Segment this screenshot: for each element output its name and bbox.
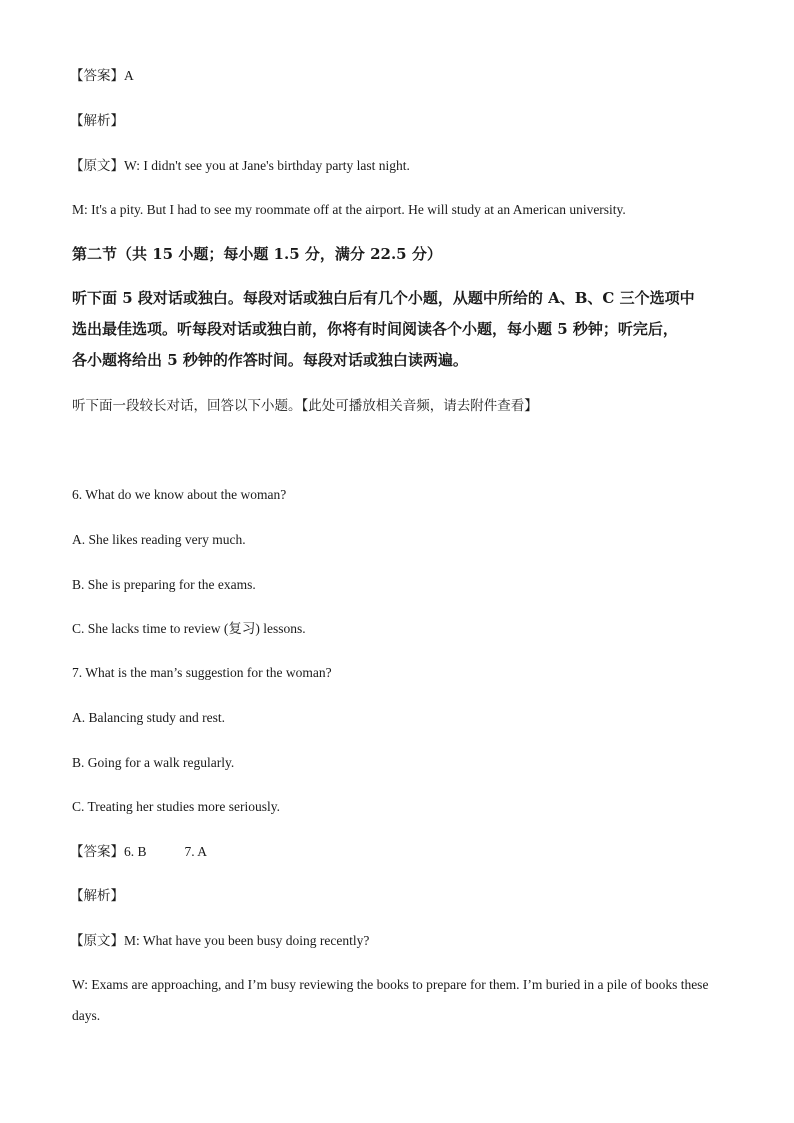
transcript-line-1 [70, 157, 724, 175]
section-title: 第二节（共 15 小题；每小题 1.5 分，满分 22.5 分） [72, 245, 442, 263]
transcript-tag: 【原文】 [70, 158, 124, 174]
transcript-line-3 [70, 932, 724, 950]
answer-tag: 【答案】 [70, 68, 124, 84]
answer-line-1 [70, 67, 724, 85]
transcript-tag: 【原文】 [70, 933, 124, 949]
instruction-line: 选出最佳选项。听每段对话或独白前，你将有时间阅读各个小题，每小题 5 秒钟；听完后， [72, 320, 678, 338]
analysis-line-2 [70, 887, 724, 905]
instruction-line: 各小题将给出 5 秒钟的作答时间。每段对话或独白读两遍。 [72, 351, 468, 369]
analysis-tag: 【解析】 [70, 113, 124, 129]
question-stem-7: 7. What is the man’s suggestion for the woman? [72, 665, 332, 680]
transcript-text: M: What have you been busy doing recently? [124, 933, 370, 948]
question-6-option-b: B. She is preparing for the exams. [72, 577, 256, 592]
analysis-tag: 【解析】 [70, 888, 124, 904]
answer-tag: 【答案】 [70, 844, 124, 860]
transcript-text: W: I didn't see you at Jane's birthday party last night. [124, 158, 410, 173]
question-6-option-c: C. She lacks time to review (复习) lessons. [72, 621, 306, 636]
answer-value: 7. A [184, 844, 208, 859]
question-6-option-a: A. She likes reading very much. [72, 532, 246, 547]
question-7-option-c: C. Treating her studies more seriously. [72, 799, 280, 814]
transcript-paragraph: W: Exams are approaching, and I’m busy reviewing the books to prepare for them. I’m buried in a pile of books these days. [72, 977, 709, 1023]
question-stem-6: 6. What do we know about the woman? [72, 487, 287, 502]
audio-note: 听下面一段较长对话，回答以下小题。【此处可播放相关音频，请去附件查看】 [72, 398, 538, 414]
answer-value: 6. B [124, 844, 147, 859]
answer-value: A [124, 68, 134, 83]
instruction-line: 听下面 5 段对话或独白。每段对话或独白后有几个小题，从题中所给的 A、B、C 三个选项中 [72, 289, 695, 307]
answer-line-2 [70, 843, 724, 861]
question-7-option-a: A. Balancing study and rest. [72, 710, 225, 725]
transcript-line-2 [72, 201, 724, 219]
transcript-text: M: It's a pity. But I had to see my roommate off at the airport. He will study at an American university. [72, 202, 626, 217]
section-instructions [72, 283, 732, 376]
question-7-option-b: B. Going for a walk regularly. [72, 755, 235, 770]
analysis-line-1 [70, 112, 724, 130]
